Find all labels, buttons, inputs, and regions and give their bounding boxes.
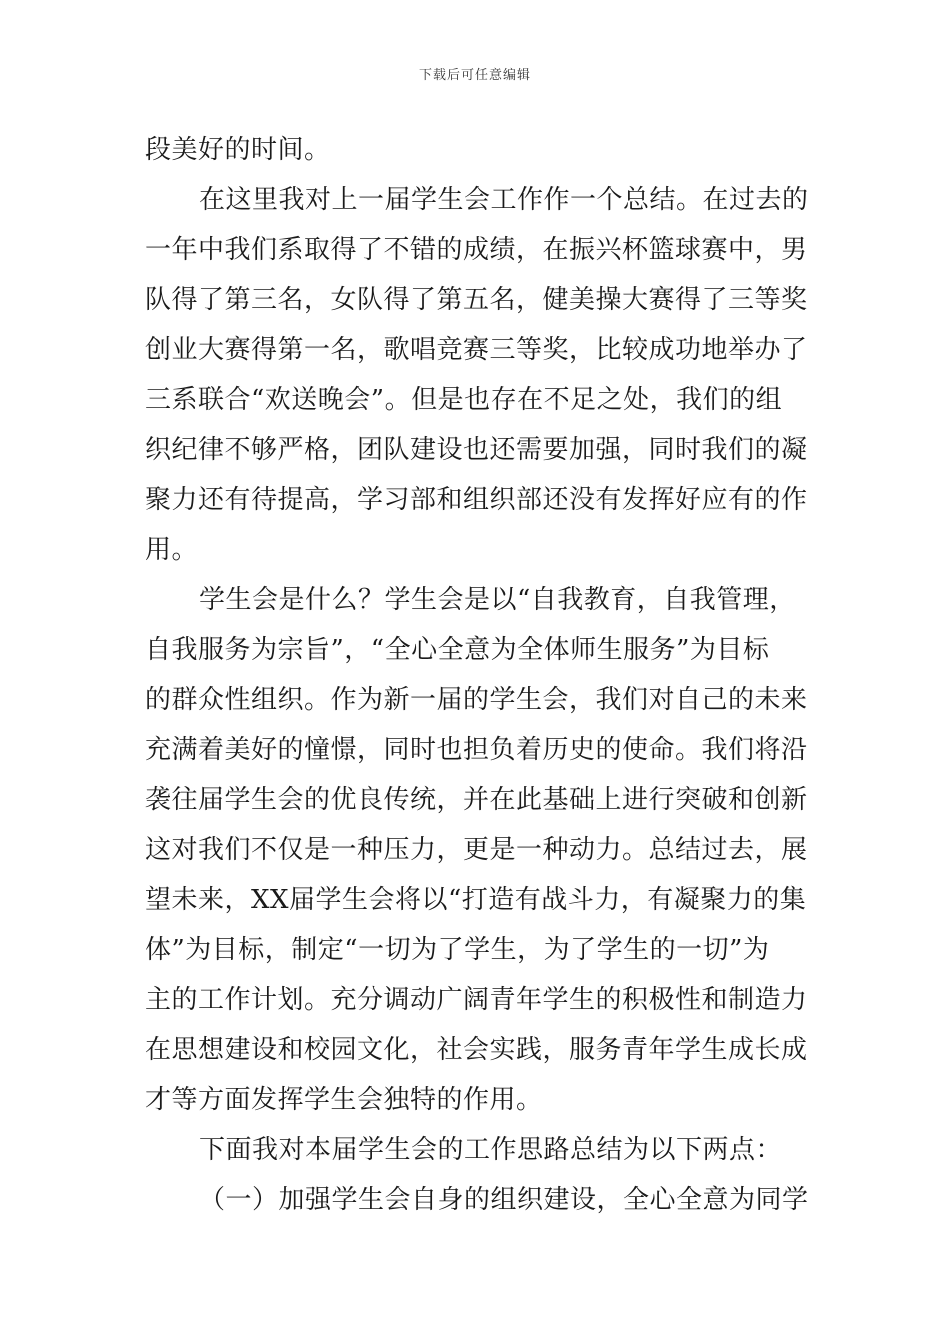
text-line: 创业大赛得第一名，歌唱竞赛三等奖，比较成功地举办了 [145, 335, 808, 365]
text-line: 袭往届学生会的优良传统，并在此基础上进行突破和创新 [145, 785, 808, 815]
text-line: 自我服务为宗旨”，“全心全意为全体师生服务”为目标 [145, 635, 770, 665]
text-line: 三系联合“欢送晚会”。但是也存在不足之处，我们的组 [145, 385, 783, 415]
text-line: 的群众性组织。作为新一届的学生会，我们对自己的未来 [145, 685, 808, 715]
text-line: 才等方面发挥学生会独特的作用。 [145, 1085, 543, 1115]
text-line: 望未来，XX届学生会将以“打造有战斗力，有凝聚力的集 [145, 885, 807, 915]
paragraph-start-line: 下面我对本届学生会的工作思路总结为以下两点： [199, 1135, 783, 1165]
paragraph-start-line: 在这里我对上一届学生会工作作一个总结。在过去的 [199, 185, 809, 215]
text-line: 一年中我们系取得了不错的成绩，在振兴杯篮球赛中，男 [145, 235, 808, 265]
paragraph-start-line: 学生会是什么？学生会是以“自我教育，自我管理， [199, 585, 796, 615]
text-line: 在思想建设和校园文化，社会实践，服务青年学生成长成 [145, 1035, 808, 1065]
text-line: 用。 [145, 535, 199, 565]
text-line: 段美好的时间。 [145, 135, 331, 165]
text-line: 聚力还有待提高，学习部和组织部还没有发挥好应有的作 [145, 485, 808, 515]
text-line: 充满着美好的憧憬，同时也担负着历史的使命。我们将沿 [145, 735, 808, 765]
text-line: 主的工作计划。充分调动广阔青年学生的积极性和制造力 [145, 985, 808, 1015]
text-line: 织纪律不够严格，团队建设也还需要加强，同时我们的凝 [145, 435, 808, 465]
document-body [145, 125, 810, 1225]
page-header: 下载后可任意编辑 [418, 68, 531, 83]
list-item-heading: （一）加强学生会自身的组织建设，全心全意为同学 [199, 1185, 809, 1215]
text-line: 队得了第三名，女队得了第五名，健美操大赛得了三等奖 [145, 285, 808, 315]
text-line: 这对我们不仅是一种压力，更是一种动力。总结过去，展 [145, 835, 808, 865]
text-line: 体”为目标，制定“一切为了学生，为了学生的一切”为 [145, 935, 770, 965]
